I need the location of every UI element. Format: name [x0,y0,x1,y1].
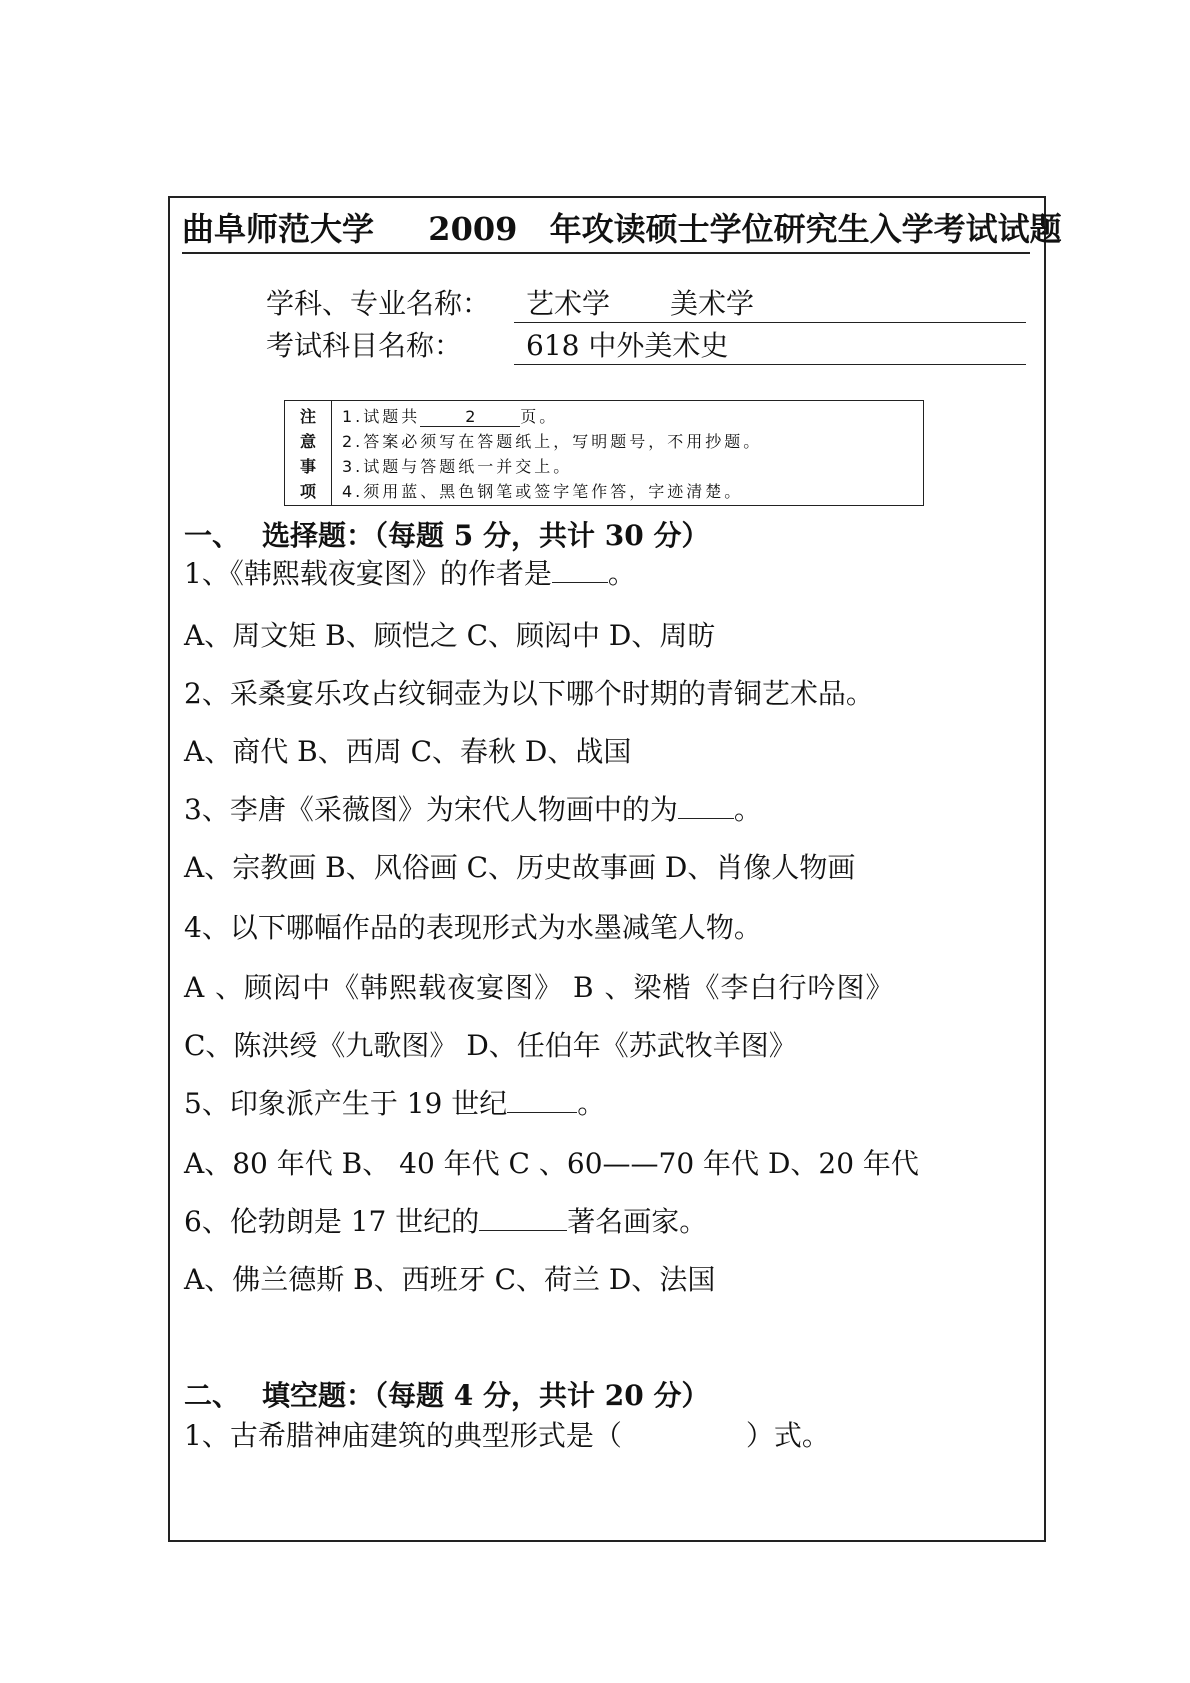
exam-year: 2009 [428,210,518,248]
subject-value: 618 中外美术史 [514,324,1026,365]
major-label: 学科、专业名称： [266,287,491,320]
major-value: 艺术学 美术学 [514,282,1026,323]
school-name: 曲阜师范大学 [182,210,375,248]
question-2-options: A、商代 B、西周 C、春秋 D、战国 [184,735,632,768]
notice-side-label: 注 意 事 项 [285,401,332,505]
answer-blank [479,1206,567,1231]
notice-box [284,400,924,506]
answer-blank [507,1088,577,1113]
section-1-heading: 一、 选择题：（每题 5 分，共计 30 分） [184,519,710,552]
notice-item-4: 4.须用蓝、黑色钢笔或签字笔作答，字迹清楚。 [342,482,744,501]
question-6: 6、伦勃朗是 17 世纪的 著名画家。 [184,1205,708,1238]
notice-item-1: 1.试题共 2 页。 [342,407,559,426]
question-1: 1、《韩熙载夜宴图》的作者是 。 [184,557,636,590]
fill-question-1: 1、古希腊神庙建筑的典型形式是（ ）式。 [184,1419,830,1452]
question-5: 5、印象派产生于 19 世纪 。 [184,1087,606,1120]
notice-items [332,401,923,505]
question-3-options: A、宗教画 B、风俗画 C、历史故事画 D、肖像人物画 [184,851,856,884]
exam-title [182,204,1062,254]
notice-item-3: 3.试题与答题纸一并交上。 [342,457,573,476]
question-5-options: A、80 年代 B、 40 年代 C 、60——70 年代 D、20 年代 [184,1147,919,1180]
question-4-options-2: C、陈洪绶《九歌图》 D、任伯年《苏武牧羊图》 [184,1029,797,1062]
exam-sheet [168,196,1062,1542]
question-2: 2、采桑宴乐攻占纹铜壶为以下哪个时期的青铜艺术品。 [184,677,874,710]
notice-item-2: 2.答案必须写在答题纸上，写明题号，不用抄题。 [342,432,763,451]
answer-blank [678,794,734,819]
question-6-options: A、佛兰德斯 B、西班牙 C、荷兰 D、法国 [184,1263,716,1296]
subject-row [266,324,1026,365]
subject-label: 考试科目名称： [266,329,463,362]
answer-blank [552,558,608,583]
section-2-heading: 二、 填空题：（每题 4 分，共计 20 分） [184,1379,710,1412]
major-row [266,282,1026,323]
question-1-options: A、周文矩 B、顾恺之 C、顾闳中 D、周昉 [184,619,716,652]
exam-title-text: 年攻读硕士学位研究生入学考试试题 [549,210,1062,248]
question-4-options: A 、顾闳中《韩熙载夜宴图》 B 、梁楷《李白行吟图》 [184,971,895,1004]
question-4: 4、以下哪幅作品的表现形式为水墨减笔人物。 [184,911,762,944]
question-3: 3、李唐《采薇图》为宋代人物画中的为 。 [184,793,762,826]
